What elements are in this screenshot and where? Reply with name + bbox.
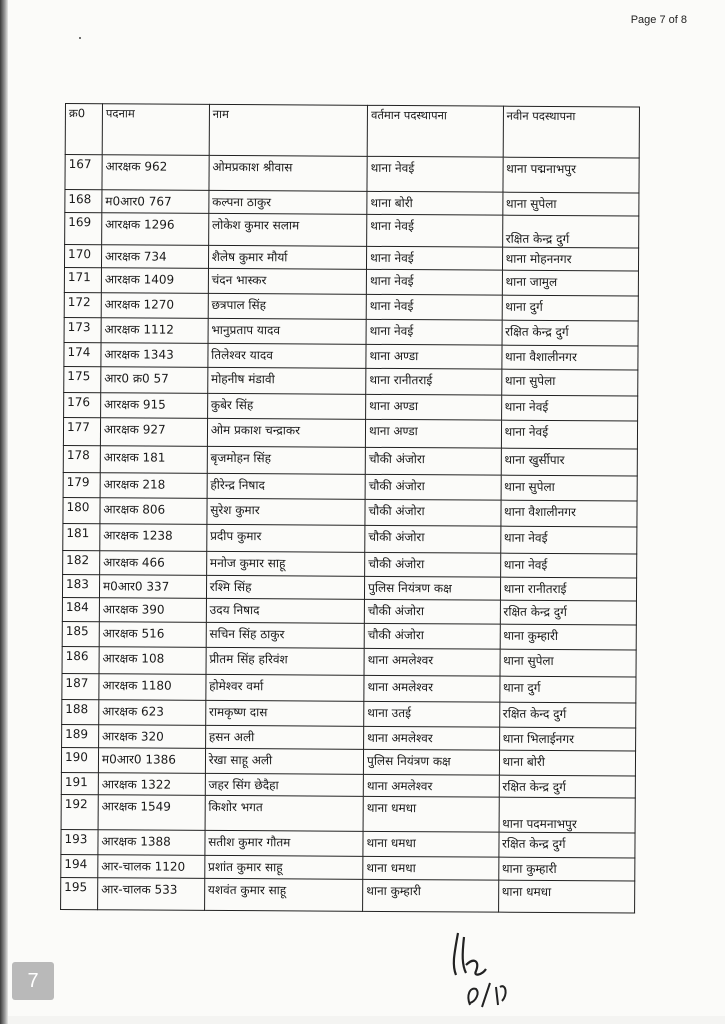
cell-designation: म0आर0 767 (102, 190, 209, 214)
cell-serial: 187 (62, 673, 99, 699)
table-row (62, 673, 636, 703)
cell-current-posting: चौकी अंजोरा (365, 499, 501, 526)
cell-new-posting: थाना नेवई (500, 553, 637, 578)
cell-serial: 192 (61, 794, 98, 829)
cell-name: कुबेर सिंह (207, 393, 365, 419)
cell-serial: 184 (62, 597, 99, 621)
cell-current-posting: थाना अमलेश्वर (363, 774, 499, 797)
cell-designation: आरक्षक 806 (100, 498, 207, 525)
cell-current-posting: चौकी अंजोरा (365, 552, 501, 577)
cell-name: प्रदीप कुमार (206, 524, 364, 552)
table-row (63, 523, 637, 554)
cell-serial: 168 (65, 190, 102, 213)
table-row (64, 245, 638, 272)
cell-current-posting: पुलिस नियंत्रण कक्ष (363, 749, 499, 775)
cell-current-posting: थाना अमलेश्वर (364, 726, 500, 750)
table-row (65, 213, 639, 249)
cell-serial: 174 (64, 342, 101, 366)
cell-designation: आर-चालक 1120 (98, 855, 205, 879)
cell-new-posting: थाना सुपेला (502, 192, 639, 216)
cell-new-posting: थाना दुर्ग (502, 295, 639, 321)
cell-designation: म0आर0 337 (99, 575, 206, 599)
cell-name: हसन अली (205, 725, 363, 749)
page-badge: 7 (12, 962, 54, 1000)
cell-serial: 173 (64, 317, 101, 342)
cell-new-posting: रक्षित केन्द्र दुर्ग (502, 320, 639, 346)
cell-new-posting: थाना सुपेला (500, 649, 637, 677)
cell-serial: 170 (64, 245, 101, 268)
cell-designation: आरक्षक 320 (98, 725, 205, 749)
cell-name: मोहनीष मंडावी (207, 367, 365, 394)
cell-name: प्रशांत कुमार साहू (205, 855, 363, 879)
table-row (62, 646, 636, 677)
table-row (62, 574, 636, 601)
cell-new-posting: रक्षित केन्द्र दुर्ग (498, 832, 635, 858)
cell-designation: आरक्षक 1180 (99, 674, 206, 701)
cell-current-posting: चौकी अंजोरा (365, 525, 501, 553)
cell-new-posting: थाना कुम्हारी (498, 857, 635, 881)
cell-designation: आरक्षक 390 (99, 598, 206, 623)
cell-serial: 193 (61, 829, 98, 854)
cell-serial: 167 (65, 155, 102, 190)
cell-serial: 185 (62, 621, 99, 646)
cell-designation: आरक्षक 1322 (98, 773, 205, 796)
cell-current-posting: थाना अमलेश्वर (364, 648, 500, 676)
cell-designation: आरक्षक 1343 (101, 343, 208, 368)
table-row (62, 621, 636, 650)
cell-current-posting: थाना नेवई (366, 294, 502, 320)
cell-current-posting: थाना नेवई (366, 269, 502, 295)
cell-name: चंदन भास्कर (208, 268, 366, 294)
cell-serial: 194 (61, 854, 98, 877)
page-number: Page 7 of 8 (630, 14, 687, 26)
cell-new-posting: थाना सुपेला (501, 475, 638, 501)
table-header-row (65, 104, 639, 159)
cell-name: भानुप्रताप यादव (208, 318, 366, 344)
handwritten-signature (440, 925, 550, 1010)
table-row (63, 472, 637, 501)
cell-new-posting: थाना मोहननगर (502, 247, 639, 271)
cell-serial: 179 (63, 472, 100, 497)
cell-new-posting: थाना नेवई (501, 420, 638, 449)
cell-current-posting: थाना बोरी (367, 191, 503, 215)
cell-new-posting: थाना भिलाईनगर (499, 727, 636, 751)
cell-new-posting: थाना रानीतराई (500, 577, 637, 601)
table-row (61, 877, 635, 913)
cell-serial: 178 (63, 445, 100, 472)
table-row (63, 497, 637, 527)
cell-current-posting: चौकी अंजोरा (364, 599, 500, 624)
cell-name: यशवंत कुमार साहू (204, 878, 363, 911)
cell-designation: आरक्षक 1549 (98, 795, 205, 831)
table-row (63, 550, 637, 578)
cell-current-posting: थाना नेवई (366, 319, 502, 345)
cell-serial: 195 (61, 877, 98, 909)
cell-new-posting: थाना नेवई (501, 395, 638, 421)
cell-designation: आरक्षक 181 (100, 446, 207, 474)
cell-new-posting: थाना बोरी (499, 750, 636, 776)
cell-serial: 172 (64, 292, 101, 317)
cell-current-posting: थाना धमधा (363, 831, 499, 857)
cell-serial: 175 (64, 366, 101, 392)
cell-current-posting: चौकी अंजोरा (365, 447, 501, 475)
cell-name: मनोज कुमार साहू (206, 551, 364, 576)
cell-designation: आरक्षक 915 (101, 393, 208, 419)
cell-name: लोकेश कुमार सलाम (208, 213, 367, 246)
cell-name: रेखा साहू अली (205, 748, 363, 774)
cell-serial: 181 (63, 523, 100, 550)
table-row (64, 392, 638, 421)
cell-designation: आरक्षक 466 (100, 551, 207, 576)
cell-designation: आरक्षक 1409 (101, 268, 208, 294)
speck (79, 37, 81, 39)
cell-current-posting: थाना नेवई (367, 156, 503, 192)
table-row (62, 724, 636, 751)
cell-serial: 183 (62, 574, 99, 597)
cell-designation: म0आर0 1386 (98, 748, 205, 774)
cell-current-posting: थाना अण्डा (366, 344, 502, 369)
cell-serial: 176 (64, 392, 101, 417)
cell-current-posting: थाना रानीतराई (366, 368, 502, 395)
cell-name: रश्मि सिंह (206, 575, 364, 599)
cell-name: हीरेन्द्र निषाद (207, 473, 365, 499)
cell-name: ओम प्रकाश चन्द्राकर (207, 418, 365, 447)
cell-serial: 189 (62, 724, 99, 747)
cell-serial: 177 (63, 417, 100, 445)
cell-designation: आरक्षक 1296 (102, 213, 209, 246)
table-row (64, 268, 638, 297)
cell-new-posting: थाना सुपेला (501, 369, 638, 396)
header-new-posting: नवीन पदस्थापना (503, 106, 640, 158)
cell-name: सुरेश कुमार (207, 498, 365, 525)
cell-name: जहर सिंग छेदैहा (205, 773, 363, 796)
cell-designation: आरक्षक 1238 (100, 524, 207, 552)
cell-current-posting: थाना अण्डा (365, 419, 501, 448)
table-row (63, 445, 637, 476)
cell-designation: आरक्षक 927 (100, 418, 207, 447)
cell-name: किशोर भगत (205, 795, 364, 831)
cell-new-posting: थाना खुर्सीपार (501, 448, 638, 476)
cell-serial: 169 (65, 213, 102, 245)
cell-new-posting: थाना कुम्हारी (500, 624, 637, 650)
header-current-posting: वर्तमान पदस्थापना (367, 105, 503, 157)
cell-name: प्रीतम सिंह हरिवंश (206, 647, 364, 675)
scan-edge (0, 0, 8, 1024)
table-row (62, 699, 636, 728)
cell-name: छत्रपाल सिंह (208, 293, 366, 319)
cell-new-posting: थाना नेवई (500, 526, 637, 554)
header-name: नाम (209, 104, 368, 156)
cell-designation: आरक्षक 623 (99, 700, 206, 726)
cell-serial: 188 (62, 699, 99, 724)
cell-current-posting: थाना नेवई (367, 246, 503, 270)
cell-current-posting: थाना नेवई (367, 214, 503, 247)
cell-name: शैलेष कुमार मौर्या (208, 245, 366, 269)
cell-current-posting: चौकी अंजोरा (365, 474, 501, 500)
cell-name: होमेश्वर वर्मा (206, 674, 364, 701)
cell-new-posting: थाना वैशालीनगर (501, 345, 638, 370)
cell-name: उदय निषाद (206, 598, 364, 623)
cell-current-posting: थाना अण्डा (366, 394, 502, 420)
table-row (64, 317, 638, 346)
table-row (62, 597, 636, 625)
table-row (61, 829, 635, 858)
cell-designation: आरक्षक 1112 (101, 318, 208, 344)
table-row (64, 366, 638, 396)
table-row (63, 417, 637, 449)
cell-designation: आरक्षक 108 (99, 647, 206, 675)
cell-designation: आरक्षक 734 (101, 245, 208, 269)
header-serial: क्र0 (65, 104, 102, 155)
cell-name: तिलेश्वर यादव (208, 343, 366, 368)
table-row (64, 342, 638, 370)
table-row (61, 747, 635, 776)
cell-current-posting: चौकी अंजोरा (364, 623, 500, 649)
cell-name: सचिन सिंह ठाकुर (206, 622, 364, 648)
cell-serial: 191 (61, 772, 98, 794)
cell-name: सतीश कुमार गौतम (205, 830, 363, 856)
cell-serial: 180 (63, 497, 100, 523)
cell-serial: 190 (61, 747, 98, 772)
cell-new-posting: थाना धमधा (498, 880, 635, 913)
cell-new-posting: थाना पदमनाभपुर (499, 797, 636, 833)
cell-new-posting: थाना जामुल (502, 270, 639, 296)
cell-new-posting: थाना पद्मनाभपुर (503, 157, 640, 193)
cell-current-posting: पुलिस नियंत्रण कक्ष (365, 576, 501, 600)
cell-new-posting: रक्षित केन्द दुर्ग (499, 702, 636, 728)
cell-current-posting: थाना धमधा (363, 796, 499, 832)
cell-new-posting: थाना दुर्ग (499, 676, 636, 703)
cell-name: ओमप्रकाश श्रीवास (209, 155, 368, 191)
table-row (61, 794, 635, 833)
cell-current-posting: थाना उतई (364, 701, 500, 727)
cell-designation: आरक्षक 1270 (101, 293, 208, 319)
cell-new-posting: थाना वैशालीनगर (500, 500, 637, 527)
cell-designation: आरक्षक 516 (99, 622, 206, 648)
cell-current-posting: थाना कुम्हारी (363, 879, 499, 912)
table-row (65, 155, 639, 194)
cell-designation: आर-चालक 533 (97, 878, 204, 911)
cell-designation: आरक्षक 1388 (98, 830, 205, 856)
cell-designation: आरक्षक 962 (102, 155, 209, 191)
cell-name: कल्पना ठाकुर (209, 190, 367, 214)
cell-new-posting: रक्षित केन्द्र दुर्ग (499, 775, 636, 798)
cell-name: रामकृष्ण दास (205, 700, 363, 726)
table-row (64, 292, 638, 321)
cell-name: बृजमोहन सिंह (207, 446, 365, 474)
cell-designation: आर0 क्र0 57 (101, 367, 208, 394)
cell-serial: 171 (64, 268, 101, 293)
cell-new-posting: रक्षित केन्द्र दुर्ग (502, 215, 639, 248)
cell-serial: 186 (62, 646, 99, 673)
cell-new-posting: रक्षित केन्द्र दुर्ग (500, 600, 637, 625)
cell-current-posting: थाना अमलेश्वर (364, 675, 500, 702)
cell-serial: 182 (63, 550, 100, 574)
cell-designation: आरक्षक 218 (100, 473, 207, 499)
cell-current-posting: थाना धमधा (363, 856, 499, 880)
transfer-table (60, 103, 640, 913)
header-designation: पदनाम (102, 104, 209, 156)
